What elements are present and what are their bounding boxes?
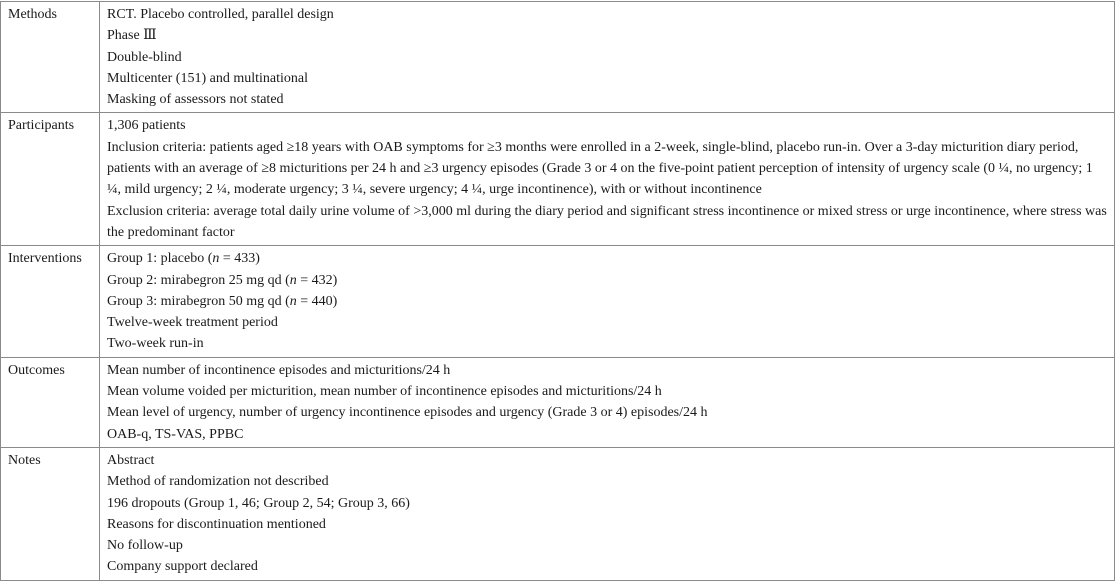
study-characteristics-table: [0, 1, 1115, 581]
group-count: = 432): [296, 272, 338, 288]
table-row-methods: [1, 2, 1115, 113]
intervention-group: [107, 270, 1110, 291]
group-text: Group 1: placebo (: [107, 251, 213, 267]
notes-line: No follow-up: [107, 538, 183, 554]
methods-line: Phase Ⅲ: [107, 28, 157, 44]
inclusion-criteria: Inclusion criteria: patients aged ≥18 years with OAB symptoms for ≥3 months were enrolled in a 2-week, single-blind, placebo run-in. Over a 3-day micturition diary period, patients with an average of ≥8 micturitions per 24 h and ≥3 urgency episodes (Grade 3 or 4 on the five-point patient perception of intensity of urgency scale (0 ¼, no urgency; 1 ¼, mild urgency; 2 ¼, moderate urgency; 3 ¼, severe urgency; 4 ¼, urge incontinence), with or without incontinence: [107, 139, 1093, 198]
methods-line: Multicenter (151) and multinational: [107, 70, 309, 86]
group-count: = 433): [219, 251, 260, 267]
notes-line: Company support declared: [107, 559, 258, 575]
participants-count: 1,306 patients: [107, 118, 186, 134]
notes-line: Reasons for discontinuation mentioned: [107, 516, 326, 532]
row-label-outcomes: Outcomes: [1, 357, 100, 447]
row-content-outcomes: [100, 357, 1115, 447]
outcome-line: OAB-q, TS-VAS, PPBC: [107, 426, 244, 442]
row-label-methods: Methods: [1, 2, 100, 113]
table-row-notes: [1, 447, 1115, 580]
table-row-outcomes: [1, 357, 1115, 447]
n-symbol: n: [212, 251, 220, 267]
intervention-line: Two-week run-in: [107, 336, 204, 352]
methods-line: Double-blind: [107, 49, 182, 65]
group-count: = 440): [296, 293, 338, 309]
outcome-line: Mean number of incontinence episodes and micturitions/24 h: [107, 362, 451, 378]
n-symbol: n: [289, 293, 297, 309]
outcome-line: Mean level of urgency, number of urgency incontinence episodes and urgency (Grade 3 or 4) episodes/24 h: [107, 405, 708, 421]
intervention-group: [107, 291, 1110, 312]
row-label-notes: Notes: [1, 447, 100, 580]
group-text: Group 3: mirabegron 50 mg qd (: [107, 293, 290, 309]
n-symbol: n: [289, 272, 297, 288]
notes-line: Method of randomization not described: [107, 474, 329, 490]
intervention-group: [107, 248, 1110, 269]
outcome-line: Mean volume voided per micturition, mean number of incontinence episodes and micturitions/24 h: [107, 384, 662, 400]
notes-line: 196 dropouts (Group 1, 46; Group 2, 54; Group 3, 66): [107, 495, 410, 511]
table-row-interventions: [1, 246, 1115, 357]
row-label-participants: Participants: [1, 113, 100, 246]
intervention-line: Twelve-week treatment period: [107, 315, 278, 331]
group-text: Group 2: mirabegron 25 mg qd (: [107, 272, 290, 288]
row-content-methods: [100, 2, 1115, 113]
table-row-participants: [1, 113, 1115, 246]
row-content-participants: [100, 113, 1115, 246]
methods-line: RCT. Placebo controlled, parallel design: [107, 7, 334, 22]
row-content-interventions: [100, 246, 1115, 357]
row-content-notes: [100, 447, 1115, 580]
notes-line: Abstract: [107, 452, 155, 468]
methods-line: Masking of assessors not stated: [107, 92, 284, 108]
exclusion-criteria: Exclusion criteria: average total daily urine volume of >3,000 ml during the diary period and significant stress incontinence or mixed stress or urge incontinence, where stress was the predominant factor: [107, 203, 1107, 240]
row-label-interventions: Interventions: [1, 246, 100, 357]
